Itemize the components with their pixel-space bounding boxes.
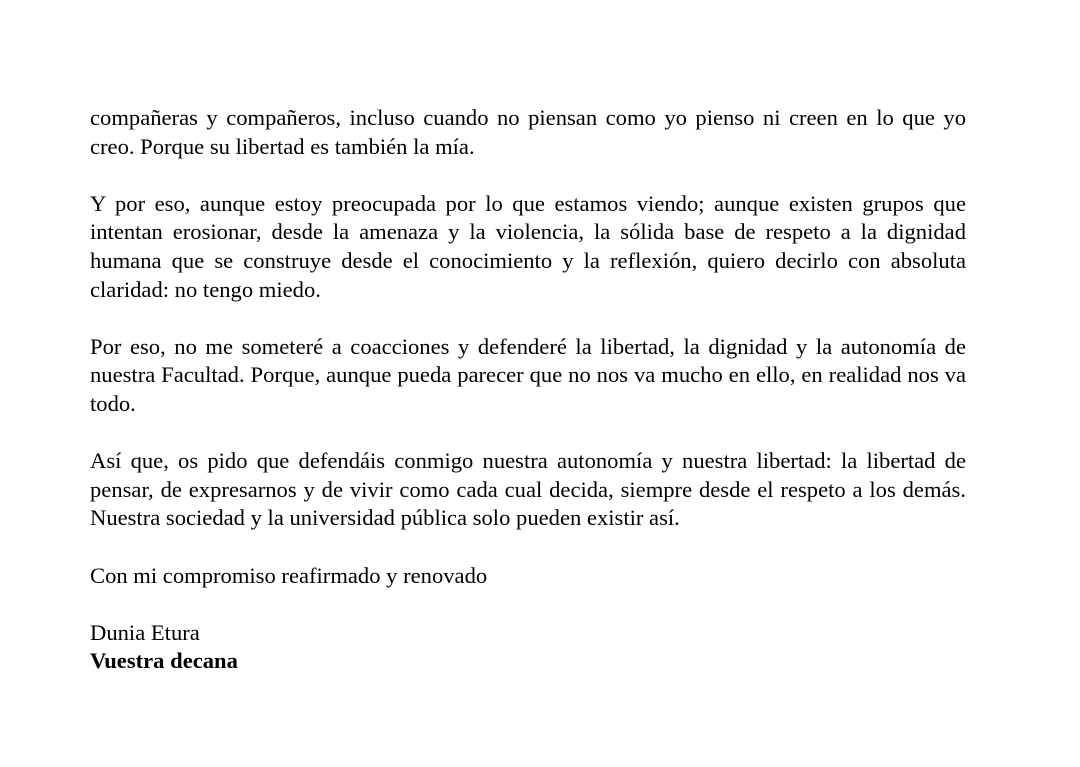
letter-paragraph-3: Por eso, no me someteré a coacciones y defenderé la libertad, la dignidad y la autonomía de nuestra Facultad. Porque, aunque pueda parecer que no nos va mucho en ello, en realidad nos va todo. (90, 333, 966, 416)
signature-title: Vuestra decana (90, 648, 238, 674)
letter-page (90, 104, 966, 676)
signature-name: Dunia Etura (90, 619, 200, 645)
letter-paragraph-2: Y por eso, aunque estoy preocupada por lo que estamos viendo; aunque existen grupos que intentan erosionar, desde la amenaza y la violencia, la sólida base de respeto a la dignidad humana que se construye desde el conocimiento y la reflexión, quiero decirlo con absoluta claridad: no tengo miedo. (90, 190, 966, 302)
letter-paragraph-1: compañeras y compañeros, incluso cuando no piensan como yo pienso ni creen en lo que yo creo. Porque su libertad es también la mía. (90, 105, 966, 159)
signature-block (90, 619, 966, 676)
letter-closing: Con mi compromiso reafirmado y renovado (90, 562, 488, 588)
letter-paragraph-4: Así que, os pido que defendáis conmigo nuestra autonomía y nuestra libertad: la libertad de pensar, de expresarnos y de vivir como cada cual decida, siempre desde el respeto a los demás. Nuestra sociedad y la universidad pública solo pueden existir así. (90, 448, 966, 531)
